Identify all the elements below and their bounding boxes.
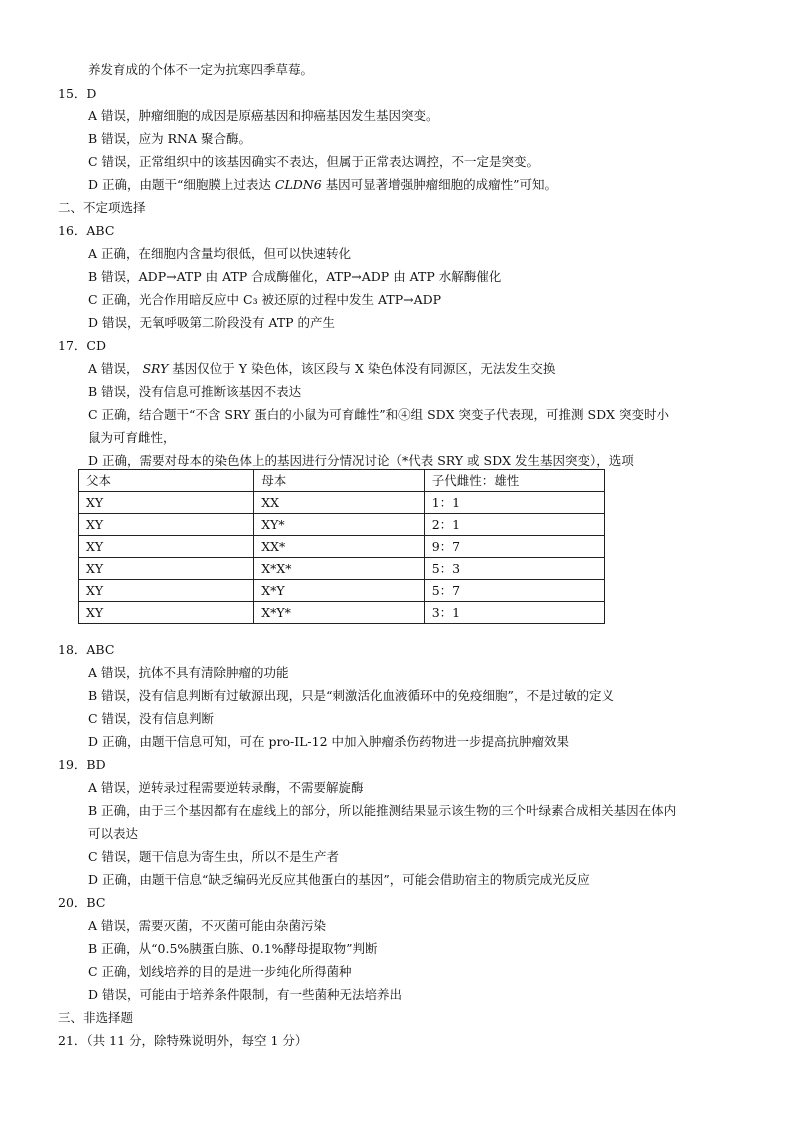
table-row: [79, 580, 605, 602]
answer-line: D 正确，由题干信息“缺乏编码光反应其他蛋白的基因”，可能会借助宿主的物质完成光反应: [88, 872, 590, 887]
table-row: [79, 602, 605, 624]
answer-line: D 错误，可能由于培养条件限制，有一些菌种无法培养出: [88, 987, 402, 1002]
table-cell: XY: [79, 580, 254, 602]
answer-line: C 错误，正常组织中的该基因确实不表达，但属于正常表达调控，不一定是突变。: [88, 154, 540, 169]
answer-line: A 错误，抗体不具有清除肿瘤的功能: [88, 665, 289, 680]
table-cell: 1：1: [424, 492, 604, 514]
answer-line: A 错误， SRY 基因仅位于 Y 染色体，该区段与 X 染色体没有同源区，无法发生交换: [88, 361, 556, 376]
table-cell: X*Y*: [254, 602, 425, 624]
table-cell: X*X*: [254, 558, 425, 580]
answer-line: A 错误，逆转录过程需要逆转录酶，不需要解旋酶: [88, 780, 364, 795]
answer-line: D 正确，由题干“细胞膜上过表达 CLDN6 基因可显著增强肿瘤细胞的成瘤性”可知。: [88, 177, 558, 192]
section-heading: 17．CD: [58, 338, 106, 353]
table-header-cell: 父本: [79, 470, 254, 492]
section-heading: 21．（共 11 分，除特殊说明外，每空 1 分）: [58, 1033, 308, 1048]
table-row: [79, 558, 605, 580]
table-cell: 5：7: [424, 580, 604, 602]
answer-line: C 正确，划线培养的目的是进一步纯化所得菌种: [88, 964, 352, 979]
table-cell: XY: [79, 602, 254, 624]
section-heading: 19．BD: [58, 757, 106, 772]
answer-line: B 错误，没有信息可推断该基因不表达: [88, 384, 302, 399]
answer-line: D 正确，由题干信息可知，可在 pro-IL-12 中加入肿瘤杀伤药物进一步提高抗肿瘤效果: [88, 734, 570, 749]
answer-line: D 错误，无氧呼吸第二阶段没有 ATP 的产生: [88, 315, 336, 330]
answer-line: A 错误，肿瘤细胞的成因是原癌基因和抑癌基因发生基因突变。: [88, 108, 439, 123]
table-cell: X*Y: [254, 580, 425, 602]
answer-line: B 错误，应为 RNA 聚合酶。: [88, 131, 251, 146]
table-cell: 9：7: [424, 536, 604, 558]
table-cell: XY: [79, 492, 254, 514]
answer-line: B 错误，没有信息判断有过敏源出现，只是“刺激活化血液循环中的免疫细胞”，不是过敏的定义: [88, 688, 614, 703]
answer-line: C 错误，题干信息为寄生虫，所以不是生产者: [88, 849, 340, 864]
table-cell: 5：3: [424, 558, 604, 580]
answer-line: B 正确，由于三个基因都有在虚线上的部分，所以能推测结果显示该生物的三个叶绿素合成相关基因在体内: [88, 803, 677, 818]
section-heading: 三、非选择题: [58, 1010, 134, 1025]
answer-line: C 错误，没有信息判断: [88, 711, 215, 726]
table-row: [79, 514, 605, 536]
answer-line: C 正确，光合作用暗反应中 C₃ 被还原的过程中发生 ATP→ADP: [88, 292, 442, 307]
table-cell: XY: [79, 514, 254, 536]
answer-line: D 正确，需要对母本的染色体上的基因进行分情况讨论（*代表 SRY 或 SDX 发生基因突变），选项: [88, 453, 634, 468]
answer-line: A 错误，需要灭菌，不灭菌可能由杂菌污染: [88, 918, 327, 933]
table-cell: XY: [79, 558, 254, 580]
table-cell: 2：1: [424, 514, 604, 536]
answer-line: 可以表达: [88, 826, 139, 841]
section-heading: 16．ABC: [58, 223, 115, 238]
section-heading: 20．BC: [58, 895, 106, 910]
section-heading: 二、不定项选择: [58, 200, 146, 215]
table-header-cell: 母本: [254, 470, 425, 492]
table-header-cell: 子代雌性：雄性: [424, 470, 604, 492]
offspring-ratio-table: [78, 469, 605, 624]
table-cell: XY*: [254, 514, 425, 536]
table-cell: XX: [254, 492, 425, 514]
answer-line: 鼠为可育雌性，: [88, 430, 176, 445]
section-heading: 15．D: [58, 86, 97, 101]
table-header-row: [79, 470, 605, 492]
table-cell: XX*: [254, 536, 425, 558]
section-heading: 18．ABC: [58, 642, 115, 657]
answer-line: C 正确，结合题干“不含 SRY 蛋白的小鼠为可育雌性”和④组 SDX 突变子代表现，可推测 SDX 突变时小: [88, 407, 669, 422]
table-cell: 3：1: [424, 602, 604, 624]
answer-line: 养发育成的个体不一定为抗寒四季草莓。: [88, 62, 314, 77]
table-cell: XY: [79, 536, 254, 558]
answer-line: B 正确，从“0.5%胰蛋白胨、0.1%酵母提取物”判断: [88, 941, 378, 956]
table-row: [79, 536, 605, 558]
answer-line: B 错误，ADP→ATP 由 ATP 合成酶催化，ATP→ADP 由 ATP 水解酶催化: [88, 269, 502, 284]
answer-line: A 正确，在细胞内含量均很低，但可以快速转化: [88, 246, 352, 261]
table-row: [79, 492, 605, 514]
